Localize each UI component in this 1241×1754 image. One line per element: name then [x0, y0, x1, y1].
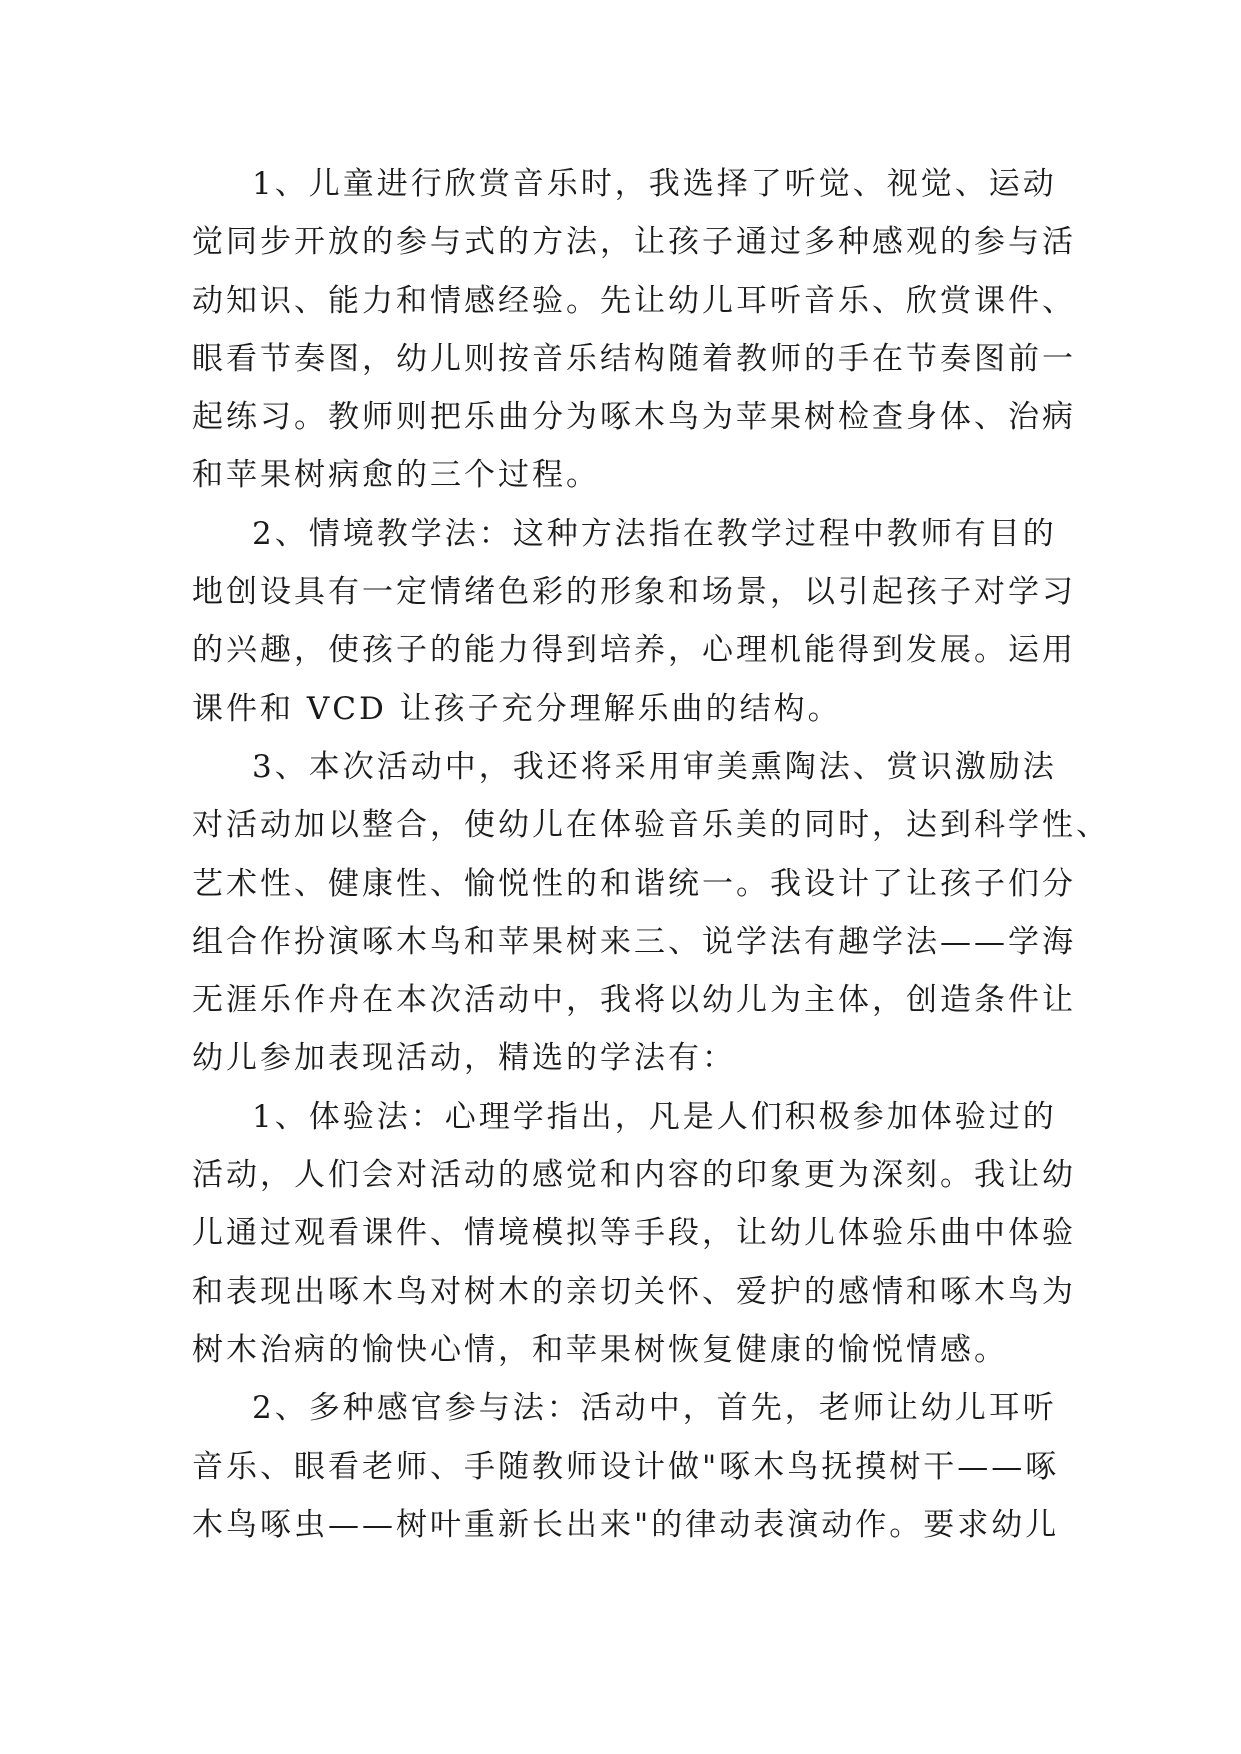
text-line: 树木治病的愉快心情，和苹果树恢复健康的愉悦情感。: [192, 1331, 1008, 1368]
text-line: 音乐、眼看老师、手随教师设计做"啄木鸟抚摸树干——啄: [192, 1448, 1060, 1485]
text-line: 课件和 VCD 让孩子充分理解乐曲的结构。: [192, 690, 842, 727]
text-line: 1、儿童进行欣赏音乐时，我选择了听觉、视觉、运动: [252, 166, 1057, 202]
text-line: 和表现出啄木鸟对树木的亲切关怀、爱护的感情和啄木鸟为: [192, 1273, 1076, 1310]
text-line: 对活动加以整合，使幼儿在体验音乐美的同时，达到科学性、: [192, 807, 1110, 844]
text-line: 和苹果树病愈的三个过程。: [192, 457, 600, 494]
text-line: 3、本次活动中，我还将采用审美熏陶法、赏识激励法: [252, 748, 1057, 785]
text-line: 幼儿参加表现活动，精选的学法有：: [192, 1040, 736, 1077]
text-line: 无涯乐作舟在本次活动中，我将以幼儿为主体，创造条件让: [192, 982, 1076, 1019]
text-line: 木鸟啄虫——树叶重新长出来"的律动表演动作。要求幼儿: [192, 1506, 1060, 1543]
text-line: 组合作扮演啄木鸟和苹果树来三、说学法有趣学法——学海: [192, 923, 1076, 960]
text-line: 1、体验法：心理学指出，凡是人们积极参加体验过的: [252, 1098, 1057, 1135]
text-line: 2、情境教学法：这种方法指在教学过程中教师有目的: [252, 515, 1057, 552]
text-line: 地创设具有一定情绪色彩的形象和场景，以引起孩子对学习: [192, 574, 1076, 611]
text-line: 艺术性、健康性、愉悦性的和谐统一。我设计了让孩子们分: [192, 865, 1076, 902]
text-line: 动知识、能力和情感经验。先让幼儿耳听音乐、欣赏课件、: [192, 282, 1076, 319]
text-line: 的兴趣，使孩子的能力得到培养，心理机能得到发展。运用: [192, 632, 1076, 669]
text-line: 活动，人们会对活动的感觉和内容的印象更为深刻。我让幼: [192, 1157, 1076, 1194]
text-line: 起练习。教师则把乐曲分为啄木鸟为苹果树检查身体、治病: [192, 399, 1076, 436]
text-line: 儿通过观看课件、情境模拟等手段，让幼儿体验乐曲中体验: [192, 1215, 1076, 1252]
text-line: 觉同步开放的参与式的方法，让孩子通过多种感观的参与活: [192, 224, 1076, 261]
document-body: [192, 155, 1110, 1554]
text-line: 眼看节奏图，幼儿则按音乐结构随着教师的手在节奏图前一: [192, 340, 1076, 377]
text-line: 2、多种感官参与法：活动中，首先，老师让幼儿耳听: [252, 1390, 1057, 1427]
